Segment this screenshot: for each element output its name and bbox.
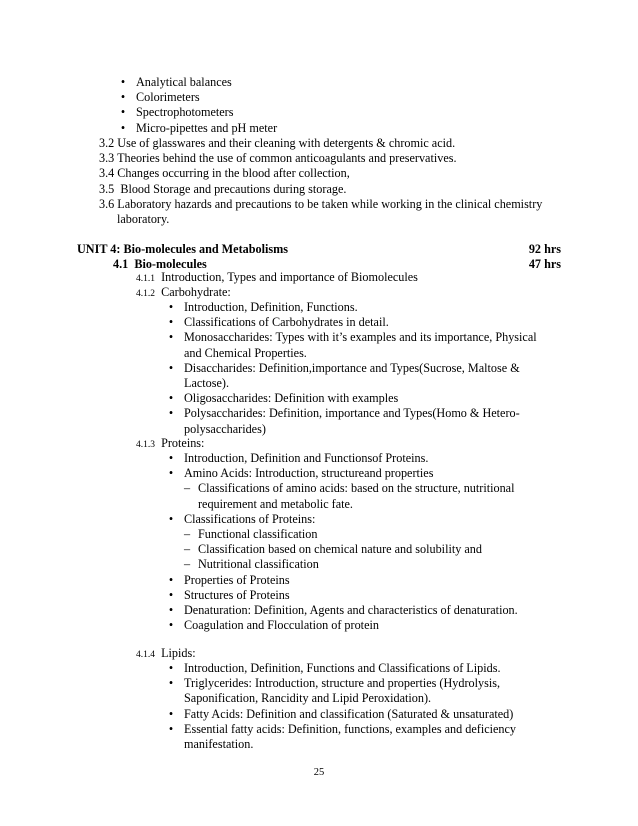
page-number: 25 (313, 767, 325, 778)
bullet-icon: • (168, 572, 174, 587)
list-item: • Triglycerides: Introduction, structure and properties (Hydrolysis, Saponification, Rancidity and Lipid Peroxidation). (184, 676, 564, 706)
dash-icon: – (184, 481, 191, 496)
bullet-icon: • (120, 120, 126, 135)
subsection-title: Proteins: (161, 436, 205, 450)
carbohydrate-list (168, 300, 564, 437)
bullet-icon: • (168, 391, 174, 406)
lipids-list (168, 661, 564, 752)
list-item: 3.2 Use of glasswares and their cleaning with detergents & chromic acid. (99, 136, 456, 150)
list-item: • Coagulation and Flocculation of protein (184, 618, 564, 633)
list-item: 3.3 Theories behind the use of common anticoagulants and preservatives. (99, 151, 457, 166)
bullet-icon: • (168, 360, 174, 375)
list-item: 3.5 Blood Storage and precautions during storage. (99, 181, 347, 196)
proteins-list (168, 451, 564, 633)
subsection-number: 4.1.3 (136, 440, 155, 450)
bullet-icon: • (168, 676, 174, 691)
equipment-list (120, 75, 278, 136)
section-title: Bio-molecules (134, 257, 207, 271)
bullet-icon: • (168, 406, 174, 421)
list-item: • Classifications of Proteins: (184, 512, 564, 527)
list-item: 3.4 Changes occurring in the blood after collection, (99, 166, 350, 181)
list-item: • Oligosaccharides: Definition with examples (184, 391, 564, 406)
bullet-icon: • (168, 511, 174, 526)
subsection-number: 4.1.4 (136, 650, 155, 660)
unit-title: UNIT 4: Bio-molecules and Metabolisms (77, 242, 289, 256)
subsection-title: Carbohydrate: (161, 285, 231, 299)
list-item: • Introduction, Definition, Functions. (184, 300, 564, 315)
sub-list-item: – Functional classification (184, 527, 318, 542)
dash-icon: – (184, 542, 191, 557)
list-item: • Properties of Proteins (184, 573, 564, 588)
bullet-icon: • (120, 90, 126, 105)
numbered-list (99, 136, 569, 227)
subsection-title: Lipids: (161, 646, 196, 660)
dash-icon: – (184, 527, 191, 542)
list-item: • Introduction, Definition, Functions and Classifications of Lipids. (184, 661, 564, 676)
list-item-continuation: laboratory. (117, 212, 170, 227)
list-item: 3.6 Laboratory hazards and precautions to be taken while working in the clinical chemistry (99, 196, 543, 211)
dash-icon: – (184, 557, 191, 572)
list-item: • Micro-pipettes and pH meter (136, 121, 277, 136)
unit-heading (77, 242, 561, 257)
list-item: • Classifications of Carbohydrates in detail. (184, 315, 564, 330)
bullet-icon: • (168, 603, 174, 618)
bullet-icon: • (168, 315, 174, 330)
section-hours: 47 hrs (528, 257, 561, 271)
sub-list-item: – Nutritional classification (184, 557, 319, 572)
unit-hours: 92 hrs (528, 242, 561, 256)
bullet-icon: • (168, 706, 174, 721)
bullet-icon: • (168, 721, 174, 736)
subsection-title: Introduction, Types and importance of Biomolecules (161, 270, 418, 284)
bullet-icon: • (168, 330, 174, 345)
list-item: • Monosaccharides: Types with it’s examples and its importance, Physical and Chemical Properties. (184, 330, 564, 360)
bullet-icon: • (168, 661, 174, 675)
list-item: • Spectrophotometers (136, 105, 277, 120)
list-item: • Structures of Proteins (184, 588, 564, 603)
bullet-icon: • (168, 618, 174, 633)
bullet-icon: • (168, 587, 174, 602)
list-item: • Essential fatty acids: Definition, functions, examples and deficiency manifestation. (184, 722, 564, 752)
subsection-number: 4.1.2 (136, 289, 155, 299)
subsection-number: 4.1.1 (136, 274, 155, 284)
bullet-icon: • (168, 300, 174, 314)
list-item: • Introduction, Definition and Functionsof Proteins. (184, 451, 564, 466)
bullet-icon: • (120, 75, 126, 89)
bullet-icon: • (168, 466, 174, 481)
section-number: 4.1 (113, 257, 129, 271)
list-item: • Colorimeters (136, 90, 277, 105)
list-item: • Analytical balances (136, 75, 277, 90)
list-item: • Disaccharides: Definition,importance and Types(Sucrose, Maltose & Lactose). (184, 361, 564, 391)
bullet-icon: • (168, 451, 174, 465)
sub-list-item: – Classifications of amino acids: based on the structure, nutritional requirement and metabolic fate. (184, 481, 515, 511)
bullet-icon: • (120, 105, 126, 120)
list-item: • Fatty Acids: Definition and classification (Saturated & unsaturated) (184, 707, 564, 722)
list-item: • Amino Acids: Introduction, structureand properties (184, 466, 564, 481)
list-item: • Denaturation: Definition, Agents and characteristics of denaturation. (184, 603, 564, 618)
list-item: • Polysaccharides: Definition, importance and Types(Homo & Hetero- polysaccharides) (184, 406, 564, 436)
sub-list-item: – Classification based on chemical nature and solubility and (184, 542, 482, 557)
